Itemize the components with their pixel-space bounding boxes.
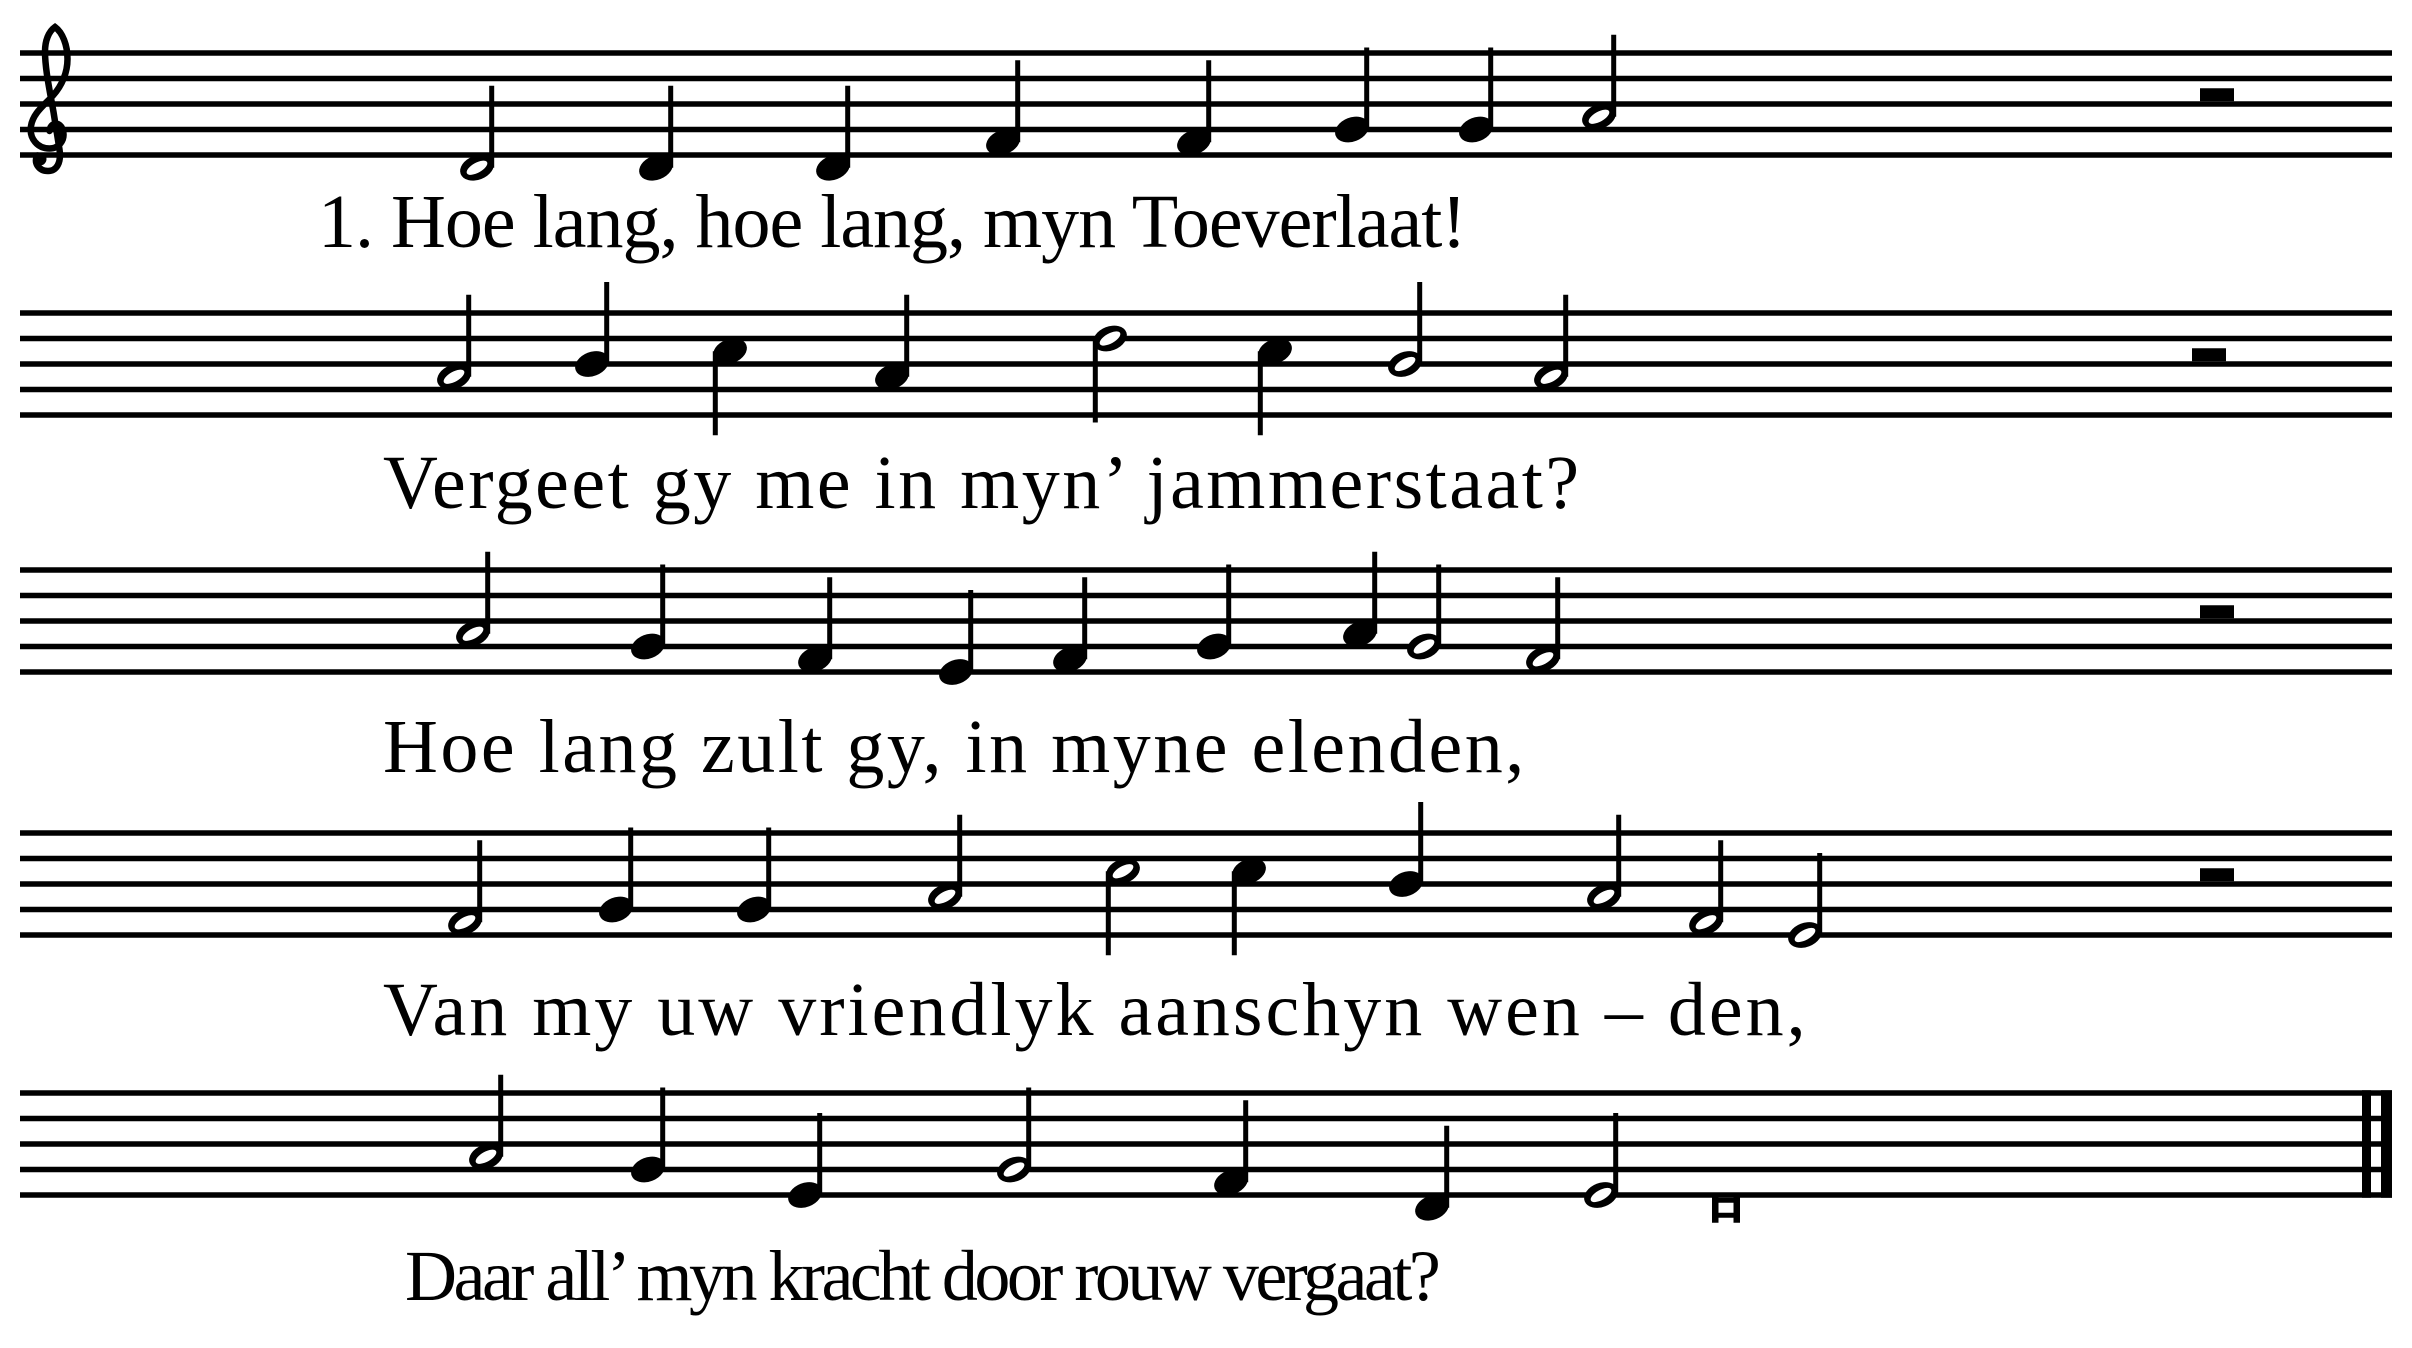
note-e4-quarter — [784, 1113, 825, 1212]
note-stem — [1258, 351, 1263, 435]
staff-line — [20, 1192, 2392, 1198]
note-b4-quarter — [1385, 802, 1426, 901]
note-f4-quarter — [794, 577, 835, 676]
note-stem — [1372, 552, 1377, 634]
note-stem — [1718, 840, 1723, 922]
note-a4-quarter — [871, 295, 912, 394]
note-g4-quarter — [1331, 48, 1372, 147]
note-stem — [817, 1113, 822, 1195]
staff-2 — [20, 282, 2392, 435]
staff-1 — [20, 27, 2392, 185]
note-stem — [604, 282, 609, 364]
note-d4-half — [456, 86, 497, 185]
note-stem — [477, 840, 482, 922]
note-c5-quarter — [1254, 334, 1295, 435]
staff-line — [20, 1167, 2392, 1173]
note-f4-half — [1522, 577, 1563, 676]
note-stem — [1232, 871, 1237, 955]
note-g4-quarter — [627, 565, 668, 664]
note-c5-half — [1102, 854, 1143, 955]
note-stem — [660, 1088, 665, 1170]
staff-line — [20, 361, 2392, 367]
treble-clef-icon — [31, 27, 68, 171]
staff-line — [20, 336, 2392, 342]
note-stem — [845, 86, 850, 168]
note-stem — [1106, 871, 1111, 955]
note-f4-quarter — [1210, 1100, 1251, 1199]
note-stem — [1418, 802, 1423, 884]
note-stem — [485, 552, 490, 634]
note-c5-quarter — [1228, 854, 1269, 955]
staff-line — [20, 932, 2392, 938]
staff-line — [20, 310, 2392, 316]
note-stem — [766, 828, 771, 910]
lyric-line-4: Van my uw vriendlyk aanschyn wen – den, — [383, 968, 1809, 1052]
note-stem — [668, 86, 673, 168]
note-d5-half — [1089, 321, 1130, 422]
note-a4-quarter — [1339, 552, 1380, 651]
staff-line — [20, 76, 2392, 82]
staff-line — [20, 856, 2392, 862]
note-stem — [1243, 1100, 1248, 1182]
staff-line — [20, 881, 2392, 887]
note-stem — [968, 590, 973, 672]
note-g4-half — [1403, 565, 1444, 664]
note-g4-quarter — [733, 828, 774, 927]
note-a4-half — [452, 552, 493, 651]
note-stem — [1611, 35, 1616, 117]
note-d4-quarter — [1411, 1126, 1452, 1225]
note-a4-half — [433, 295, 474, 394]
note-stem — [1093, 339, 1098, 423]
note-e4-half — [1784, 853, 1825, 952]
note-stem — [1026, 1088, 1031, 1170]
note-stem — [1613, 1113, 1618, 1195]
staff-line — [20, 152, 2392, 158]
note-a4-half — [1578, 35, 1619, 134]
staff-line — [20, 830, 2392, 836]
note-e4-quarter — [935, 590, 976, 689]
note-stem — [1206, 60, 1211, 142]
half-rest — [2200, 88, 2234, 101]
note-f4-half — [444, 840, 485, 939]
half-rest — [2200, 868, 2234, 881]
note-stem — [466, 295, 471, 377]
half-rest — [2200, 605, 2234, 618]
lyric-line-1: 1. Hoe lang, hoe lang, myn Toeverlaat! — [318, 180, 1466, 264]
note-d4-quarter — [812, 86, 853, 185]
note-a4-half — [1530, 295, 1571, 394]
note-f4-quarter — [1173, 60, 1214, 159]
note-a4-half — [465, 1075, 506, 1174]
note-stem — [498, 1075, 503, 1157]
note-stem — [1444, 1126, 1449, 1208]
note-f4-quarter — [982, 60, 1023, 159]
staff-5 — [20, 1075, 2392, 1225]
note-f4-half — [1685, 840, 1726, 939]
staff-line — [20, 618, 2392, 624]
note-stem — [1555, 577, 1560, 659]
note-g4-quarter — [1193, 565, 1234, 664]
final-barline — [2381, 1090, 2392, 1198]
note-c5-quarter — [709, 334, 750, 435]
note-a4-half — [1583, 815, 1624, 914]
lyric-line-2: Vergeet gy me in myn’ jammerstaat? — [383, 441, 1582, 525]
staff-line — [20, 1090, 2392, 1096]
note-stem — [827, 577, 832, 659]
note-stem — [1488, 48, 1493, 130]
note-stem — [489, 86, 494, 168]
note-stem — [660, 565, 665, 647]
note-stem — [904, 295, 909, 377]
lyric-line-3: Hoe lang zult gy, in myne elenden, — [383, 705, 1527, 789]
staff-line — [20, 387, 2392, 393]
note-d4-quarter — [635, 86, 676, 185]
note-stem — [1364, 48, 1369, 130]
note-g4-half — [993, 1088, 1034, 1187]
note-stem — [1417, 282, 1422, 364]
staff-line — [20, 593, 2392, 599]
note-stem — [1082, 577, 1087, 659]
note-stem — [957, 815, 962, 897]
note-stem — [1015, 60, 1020, 142]
note-stem — [1436, 565, 1441, 647]
staff-line — [20, 101, 2392, 107]
note-stem — [1817, 853, 1822, 935]
staff-line — [20, 412, 2392, 418]
staff-line — [20, 669, 2392, 675]
half-rest — [2192, 348, 2226, 361]
note-g4-quarter — [627, 1088, 668, 1187]
note-a4-half — [924, 815, 965, 914]
note-stem — [1616, 815, 1621, 897]
note-e4-half — [1580, 1113, 1621, 1212]
final-barline — [2362, 1090, 2371, 1198]
staff-line — [20, 1116, 2392, 1122]
note-stem — [713, 351, 718, 435]
staff-3 — [20, 552, 2392, 690]
staff-line — [20, 1141, 2392, 1147]
staff-4 — [20, 802, 2392, 955]
staff-line — [20, 50, 2392, 56]
note-stem — [1226, 565, 1231, 647]
note-stem — [628, 828, 633, 910]
lyric-line-5: Daar all’ myn kracht door rouw vergaat? — [405, 1236, 1438, 1316]
note-f4-quarter — [1049, 577, 1090, 676]
note-stem — [1563, 295, 1568, 377]
staff-line — [20, 907, 2392, 913]
note-g4-quarter — [595, 828, 636, 927]
note-b4-quarter — [571, 282, 612, 381]
staff-line — [20, 567, 2392, 573]
note-g4-quarter — [1455, 48, 1496, 147]
note-b4-half — [1384, 282, 1425, 381]
